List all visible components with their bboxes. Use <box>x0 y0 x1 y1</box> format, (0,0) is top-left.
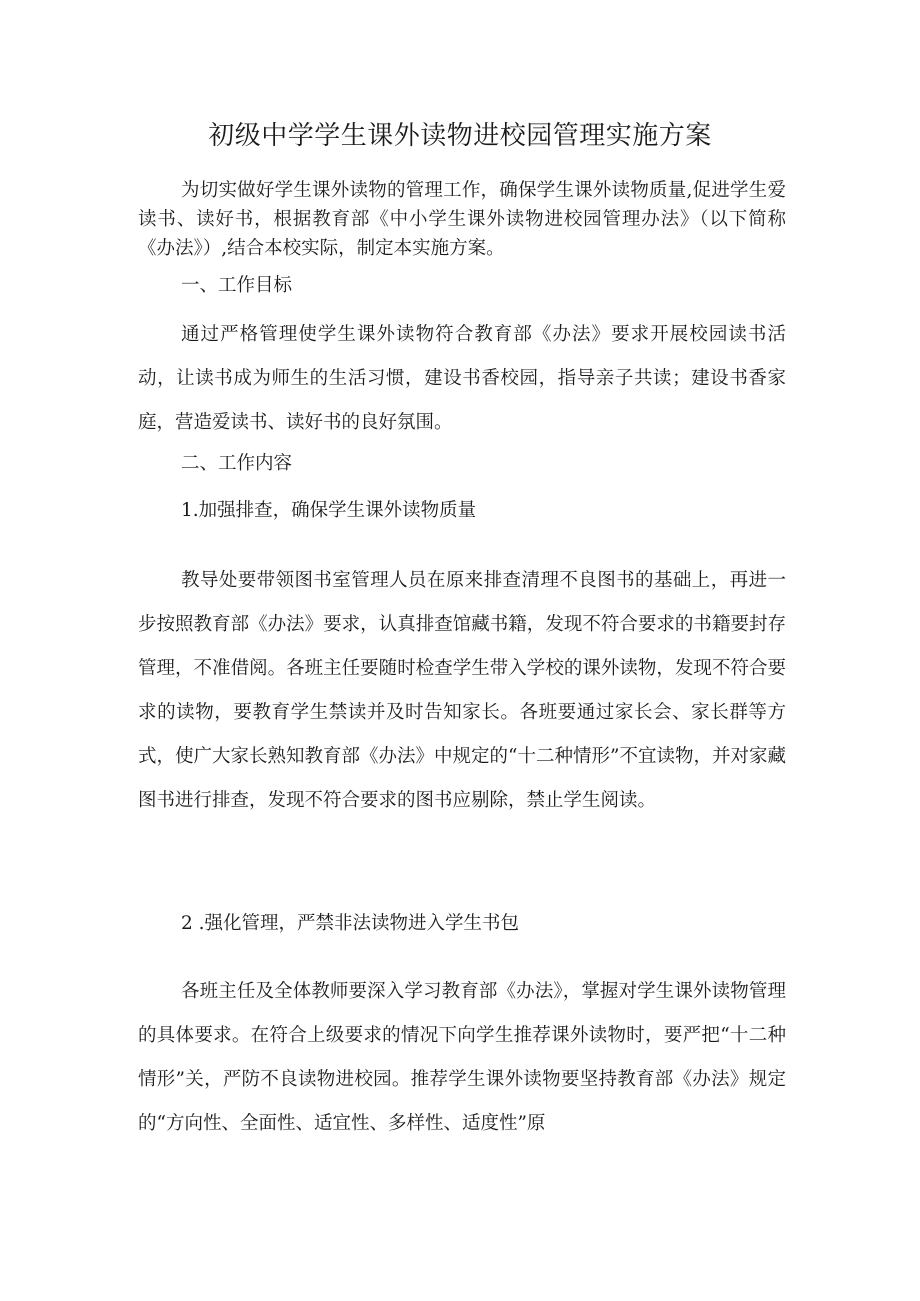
document-title: 初级中学学生课外读物进校园管理实施方案 <box>208 121 712 151</box>
item-heading-1: 1.加强排查，确保学生课外读物质量 <box>181 500 477 521</box>
intro-paragraph: 为切实做好学生课外读物的管理工作，确保学生课外读物质量,促进学生爱读书、读好书，根据教育部《中小学生课外读物进校园管理办法》（以下简称《办法》）,结合本校实际，制定本实施方案。 <box>138 180 786 259</box>
item-body-2: 各班主任及全体教师要深入学习教育部《办法》，掌握对学生课外读物管理的具体要求。在符合上级要求的情况下向学生推荐课外读物时，要严把“十二种情形”关，严防不良读物进校园。推荐学生课外读物要坚持教育部《办法》规定的“方向性、全面性、适宜性、多样性、适度性”原 <box>138 981 786 1134</box>
section-heading-content: 二、工作内容 <box>181 453 293 474</box>
item-heading-2: 2 .强化管理，严禁非法读物进入学生书包 <box>181 913 520 934</box>
section-body-goals: 通过严格管理使学生课外读物符合教育部《办法》要求开展校园读书活动，让读书成为师生的生活习惯，建设书香校园，指导亲子共读；建设书香家庭，营造爱读书、读好书的良好氛围。 <box>138 324 786 433</box>
section-heading-goals: 一、工作目标 <box>181 275 293 296</box>
item-body-1: 教导处要带领图书室管理人员在原来排查清理不良图书的基础上，再进一步按照教育部《办法》要求，认真排查馆藏书籍，发现不符合要求的书籍要封存管理，不准借阅。各班主任要随时检查学生带入学校的课外读物，发现不符合要求的读物，要教育学生禁读并及时告知家长。各班要通过家长会、家长群等方式，使广大家长熟知教育部《办法》中规定的“十二种情形”不宜读物，并对家藏图书进行排查，发现不符合要求的图书应剔除，禁止学生阅读。 <box>138 570 786 811</box>
